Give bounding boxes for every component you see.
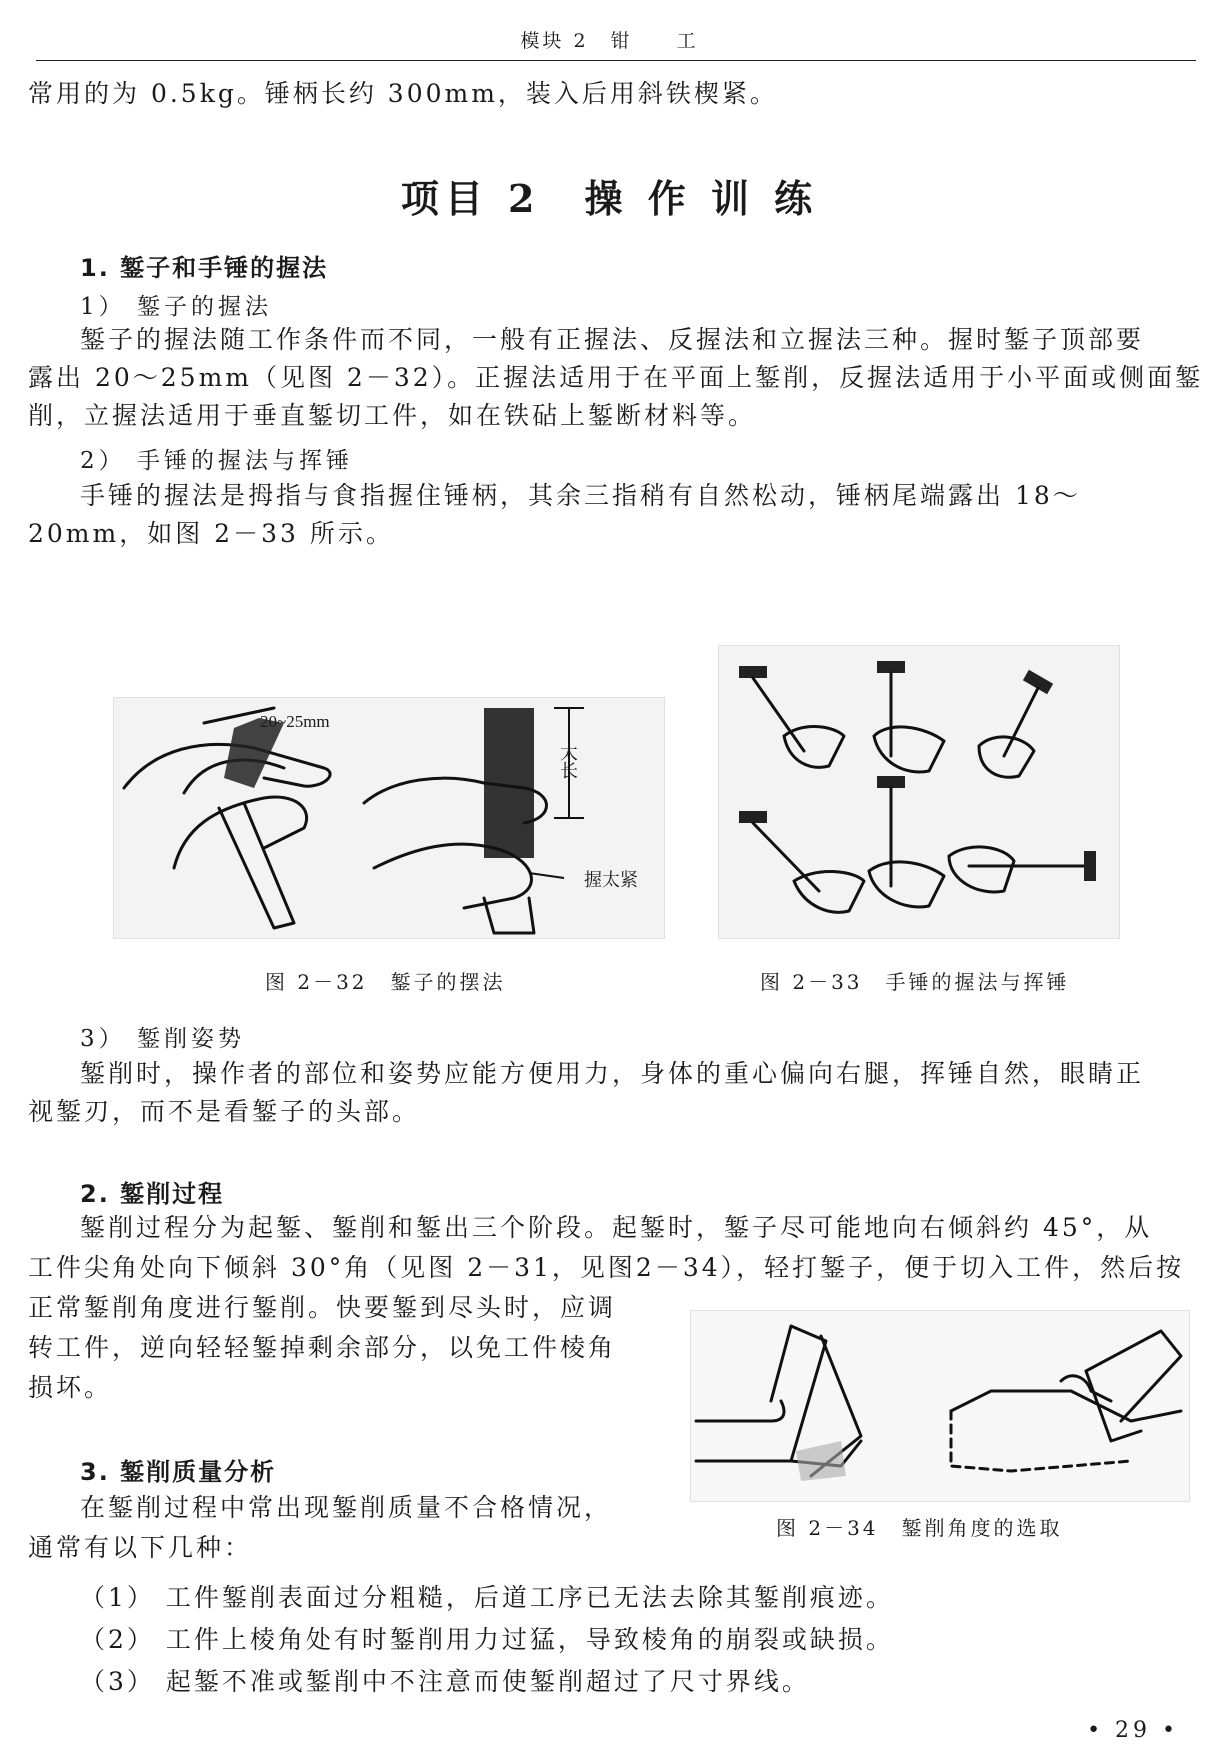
label-too-long: 太长	[557, 743, 578, 779]
paragraph-line: 20mm，如图 2－33 所示。	[28, 519, 394, 548]
header-rule	[36, 60, 1196, 61]
figure-2-32	[113, 697, 665, 939]
paragraph-line: 削，立握法适用于垂直錾切工件，如在铁砧上錾断材料等。	[28, 401, 757, 430]
running-header: 模块 2 钳 工	[520, 30, 699, 52]
paragraph-line: 錾削时，操作者的部位和姿势应能方便用力，身体的重心偏向右腿，挥锤自然，眼睛正	[80, 1059, 1145, 1088]
chisel-angle-illustration	[691, 1311, 1189, 1501]
paragraph-line: 正常錾削角度进行錾削。快要錾到尽头时，应调	[28, 1293, 617, 1322]
subsection-1-2: 2） 手锤的握法与挥锤	[80, 448, 353, 474]
section-1-title: 1. 錾子和手锤的握法	[80, 254, 329, 282]
page-number: • 29 •	[1087, 1718, 1179, 1743]
figure-2-32-caption: 图 2－32 錾子的摆法	[265, 970, 506, 994]
paragraph-line: 转工件，逆向轻轻錾掉剩余部分，以免工件棱角	[28, 1333, 617, 1362]
paragraph-line: 工件尖角处向下倾斜 30°角（见图 2－31，见图2－34），轻打錾子，便于切入工件，然后按	[28, 1253, 1185, 1282]
paragraph-line: 錾削过程分为起錾、錾削和錾出三个阶段。起錾时，錾子尽可能地向右倾斜约 45°，从	[80, 1213, 1153, 1242]
paragraph-line: 在錾削过程中常出现錾削质量不合格情况，	[80, 1493, 613, 1522]
section-3-title: 3. 錾削质量分析	[80, 1458, 277, 1486]
list-item: （3） 起錾不准或錾削中不注意而使錾削超过了尺寸界线。	[80, 1667, 810, 1696]
paragraph-line: 视錾刃，而不是看錾子的头部。	[28, 1097, 421, 1126]
intro-line: 常用的为 0.5kg。锤柄长约 300mm，装入后用斜铁楔紧。	[28, 79, 778, 108]
paragraph-line: 手锤的握法是拇指与食指握住锤柄，其余三指稍有自然松动，锤柄尾端露出 18～	[80, 481, 1081, 510]
subsection-1-3: 3） 錾削姿势	[80, 1026, 245, 1052]
project-heading: 项目 2 操 作 训 练	[400, 176, 819, 221]
figure-2-33	[718, 645, 1120, 939]
label-expose-length: 20~25mm	[260, 712, 330, 731]
paragraph-line: 通常有以下几种：	[28, 1533, 253, 1562]
figure-2-34-caption: 图 2－34 錾削角度的选取	[776, 1516, 1063, 1540]
list-item: （1） 工件錾削表面过分粗糙，后道工序已无法去除其錾削痕迹。	[80, 1583, 894, 1612]
paragraph-line: 露出 20～25mm（见图 2－32）。正握法适用于在平面上錾削，反握法适用于小平面或侧面錾	[28, 363, 1204, 392]
figure-2-34	[690, 1310, 1190, 1502]
list-item: （2） 工件上棱角处有时錾削用力过猛，导致棱角的崩裂或缺损。	[80, 1625, 894, 1654]
section-2-title: 2. 錾削过程	[80, 1180, 225, 1208]
label-too-tight: 握太紧	[584, 870, 638, 891]
chisel-grip-illustration	[114, 698, 664, 938]
paragraph-line: 錾子的握法随工作条件而不同，一般有正握法、反握法和立握法三种。握时錾子顶部要	[80, 325, 1145, 354]
subsection-1-1: 1） 錾子的握法	[80, 294, 272, 320]
paragraph-line: 损坏。	[28, 1373, 113, 1402]
figure-2-33-caption: 图 2－33 手锤的握法与挥锤	[760, 970, 1070, 994]
hammer-grip-illustration	[719, 646, 1119, 938]
